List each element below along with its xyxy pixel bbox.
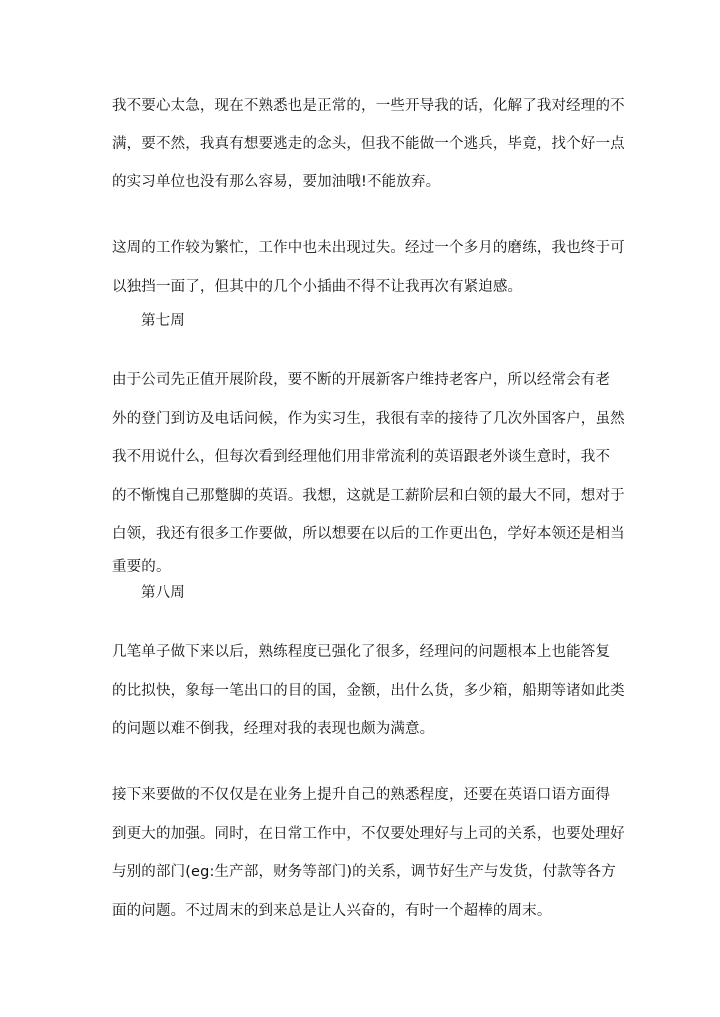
paragraph-5-line-3: 与别的部门(eg:生产部，财务等部门)的关系，调节好生产与发货，付款等各方 [112, 864, 616, 880]
paragraph-3-line-4: 的不惭愧自己那蹩脚的英语。我想，这就是工薪阶层和白领的最大不同，想对于 [112, 488, 625, 504]
paragraph-4-line-1: 几笔单子做下来以后，熟练程度已强化了很多，经理问的问题根本上也能答复 [112, 644, 611, 660]
paragraph-4-line-3: 的问题以难不倒我，经理对我的表现也颇为满意。 [112, 721, 435, 737]
heading-week-7: 第七周 [141, 313, 185, 329]
paragraph-5-line-4: 面的问题。不过周末的到来总是让人兴奋的，有时一个超棒的周末。 [112, 903, 552, 919]
paragraph-3-line-2: 外的登门到访及电话问候，作为实习生，我很有幸的接待了几次外国客户，虽然 [112, 411, 625, 427]
paragraph-1-line-2: 满，要不然，我真有想要逃走的念头，但我不能做一个逃兵，毕竟，找个好一点 [112, 136, 625, 152]
paragraph-2-line-1: 这周的工作较为繁忙，工作中也未出现过失。经过一个多月的磨练，我也终于可 [112, 240, 625, 256]
paragraph-5-line-1: 接下来要做的不仅仅是在业务上提升自己的熟悉程度，还要在英语口语方面得 [112, 787, 611, 803]
paragraph-2-line-2: 以独挡一面了，但其中的几个小插曲不得不让我再次有紧迫感。 [112, 279, 523, 295]
paragraph-1-line-3: 的实习单位也没有那么容易，要加油哦!不能放弃。 [112, 174, 441, 190]
paragraph-3-line-1: 由于公司先正值开展阶段，要不断的开展新客户维持老客户，所以经常会有老 [112, 372, 611, 388]
paragraph-1-line-1: 我不要心太急，现在不熟悉也是正常的，一些开导我的话，化解了我对经理的不 [112, 98, 625, 114]
paragraph-3-line-3: 我不用说什么，但每次看到经理他们用非常流利的英语跟老外谈生意时，我不 [112, 449, 611, 465]
paragraph-4-line-2: 的比拟快，象每一笔出口的目的国，金额，出什么货，多少箱，船期等诸如此类 [112, 683, 625, 699]
paragraph-3-line-6: 重要的。 [112, 559, 171, 575]
paragraph-3-line-5: 白领，我还有很多工作要做，所以想要在以后的工作更出色，学好本领还是相当 [112, 526, 625, 542]
heading-week-8: 第八周 [141, 585, 185, 601]
paragraph-5-line-2: 到更大的加强。同时，在日常工作中，不仅要处理好与上司的关系，也要处理好 [112, 826, 625, 842]
